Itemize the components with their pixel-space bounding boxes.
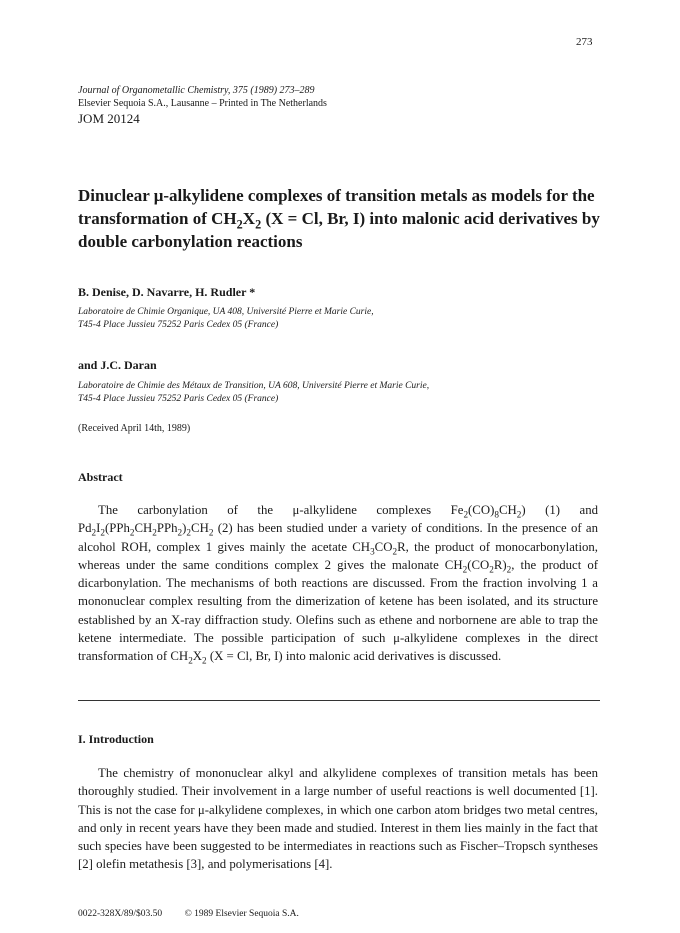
subscript: 3	[370, 546, 375, 557]
abstract-fragment: CH	[191, 521, 209, 536]
abstract-fragment: (CO)	[468, 503, 495, 517]
title-part2: X	[242, 209, 256, 228]
abstract-fragment: The carbonylation of the μ-alkylidene complexes Fe	[98, 503, 464, 517]
affiliation-secondary-line2: T45-4 Place Jussieu 75252 Paris Cedex 05 (France)	[78, 394, 279, 404]
subscript: 2	[186, 527, 192, 538]
affiliation-secondary-line1: Laboratoire de Chimie des Métaux de Transition, UA 608, Université Pierre et Marie Curie,	[78, 381, 430, 391]
footer-issn-code: 0022-328X/89/$03.50	[78, 909, 163, 919]
subscript: 2	[91, 527, 97, 538]
abstract-fragment: CH	[134, 521, 153, 536]
subscript: 2	[177, 527, 183, 538]
abstract-fragment: )	[182, 521, 187, 536]
abstract-fragment: X	[192, 649, 203, 664]
subscript: 2	[188, 655, 193, 666]
title-part1: Dinuclear μ-alkylidene complexes of transition metals as models for the transformation of CH	[78, 186, 595, 228]
section-divider	[78, 700, 600, 701]
abstract-fragment: PPh	[156, 521, 178, 536]
subscript: 2	[392, 546, 398, 557]
abstract-text	[78, 501, 598, 666]
affiliation-primary	[78, 306, 618, 332]
journal-code: JOM 20124	[78, 111, 140, 126]
abstract-fragment: R)	[493, 557, 507, 572]
abstract-fragment: R, the product of monocarbonylation, whereas under the same conditions complex 2 gives the malonate CH	[78, 539, 599, 572]
subscript: 2	[489, 564, 494, 575]
affiliation-primary-line1: Laboratoire de Chimie Organique, UA 408, Université Pierre et Marie Curie,	[78, 307, 374, 317]
subscript: 2	[462, 564, 468, 575]
subscript: 2	[129, 527, 135, 538]
abstract-fragment: CH	[498, 503, 517, 517]
abstract-fragment: (PPh	[105, 521, 130, 536]
journal-header	[78, 84, 618, 125]
abstract-heading: Abstract	[78, 470, 123, 484]
title-sub1: 2	[236, 217, 243, 232]
subscript: 2	[516, 509, 522, 520]
title-part3: (X = Cl, Br, I) into malonic acid derivatives by double carbonylation reactions	[78, 209, 600, 251]
subscript: 8	[494, 509, 499, 520]
abstract-fragment: (X = Cl, Br, I) into malonic acid derivatives is discussed.	[206, 649, 502, 664]
page-number: 273	[576, 36, 593, 48]
journal-citation: Journal of Organometallic Chemistry, 375 (1989) 273–289	[78, 85, 315, 96]
authors-primary: B. Denise, D. Navarre, H. Rudler *	[78, 285, 256, 299]
received-date: (Received April 14th, 1989)	[78, 423, 191, 434]
title-sub2: 2	[255, 217, 262, 232]
page-footer	[78, 909, 299, 919]
affiliation-primary-line2: T45-4 Place Jussieu 75252 Paris Cedex 05 (France)	[78, 320, 279, 330]
abstract-fragment: (CO	[467, 557, 490, 572]
abstract-fragment: ) (1) and Pd	[78, 503, 598, 536]
footer-copyright: © 1989 Elsevier Sequoia S.A.	[184, 909, 299, 919]
subscript: 2	[463, 509, 469, 520]
subscript: 2	[202, 655, 207, 666]
journal-publisher: Elsevier Sequoia S.A., Lausanne – Printed in The Netherlands	[78, 98, 327, 109]
introduction-text: The chemistry of mononuclear alkyl and alkylidene complexes of transition metals has been thoroughly studied. Their involvement in a large number of useful reactions is well documented [1]. This is not the case for μ-alkylidene complexes, in which one carbon atom bridges two metal centres, and only in recent years have they been made and studied. Interest in them lies mainly in the fact that such species have been suggested to be intermediates in reactions such as Fischer–Tropsch syntheses [2] olefin metathesis [3], and polymerisations [4].	[78, 766, 598, 872]
subscript: 2	[100, 527, 105, 538]
subscript: 2	[506, 564, 512, 575]
authors-secondary: and J.C. Daran	[78, 358, 157, 372]
affiliation-secondary	[78, 380, 618, 406]
article-title	[78, 184, 608, 253]
abstract-fragment: (2) has been studied under a variety of conditions. In the presence of an alcohol ROH, complex 1 gives mainly the acetate CH	[78, 521, 598, 554]
abstract-fragment: CO	[374, 539, 393, 554]
introduction-heading: I. Introduction	[78, 732, 154, 746]
subscript: 2	[208, 527, 214, 538]
abstract-fragment: I	[96, 521, 101, 536]
abstract-fragment: , the product of dicarbonylation. The mechanisms of both reactions are discussed. From the fraction involving 1 a mononuclear complex resulting from the dimerization of ketene has been isolated, and its structure established by an X-ray diffraction study. Olefins such as ethene and norbornene are able to trap the ketene intermediate. The possible participation of such μ-alkylidene complexes in the direct transformation of CH	[78, 557, 598, 664]
subscript: 2	[152, 527, 157, 538]
